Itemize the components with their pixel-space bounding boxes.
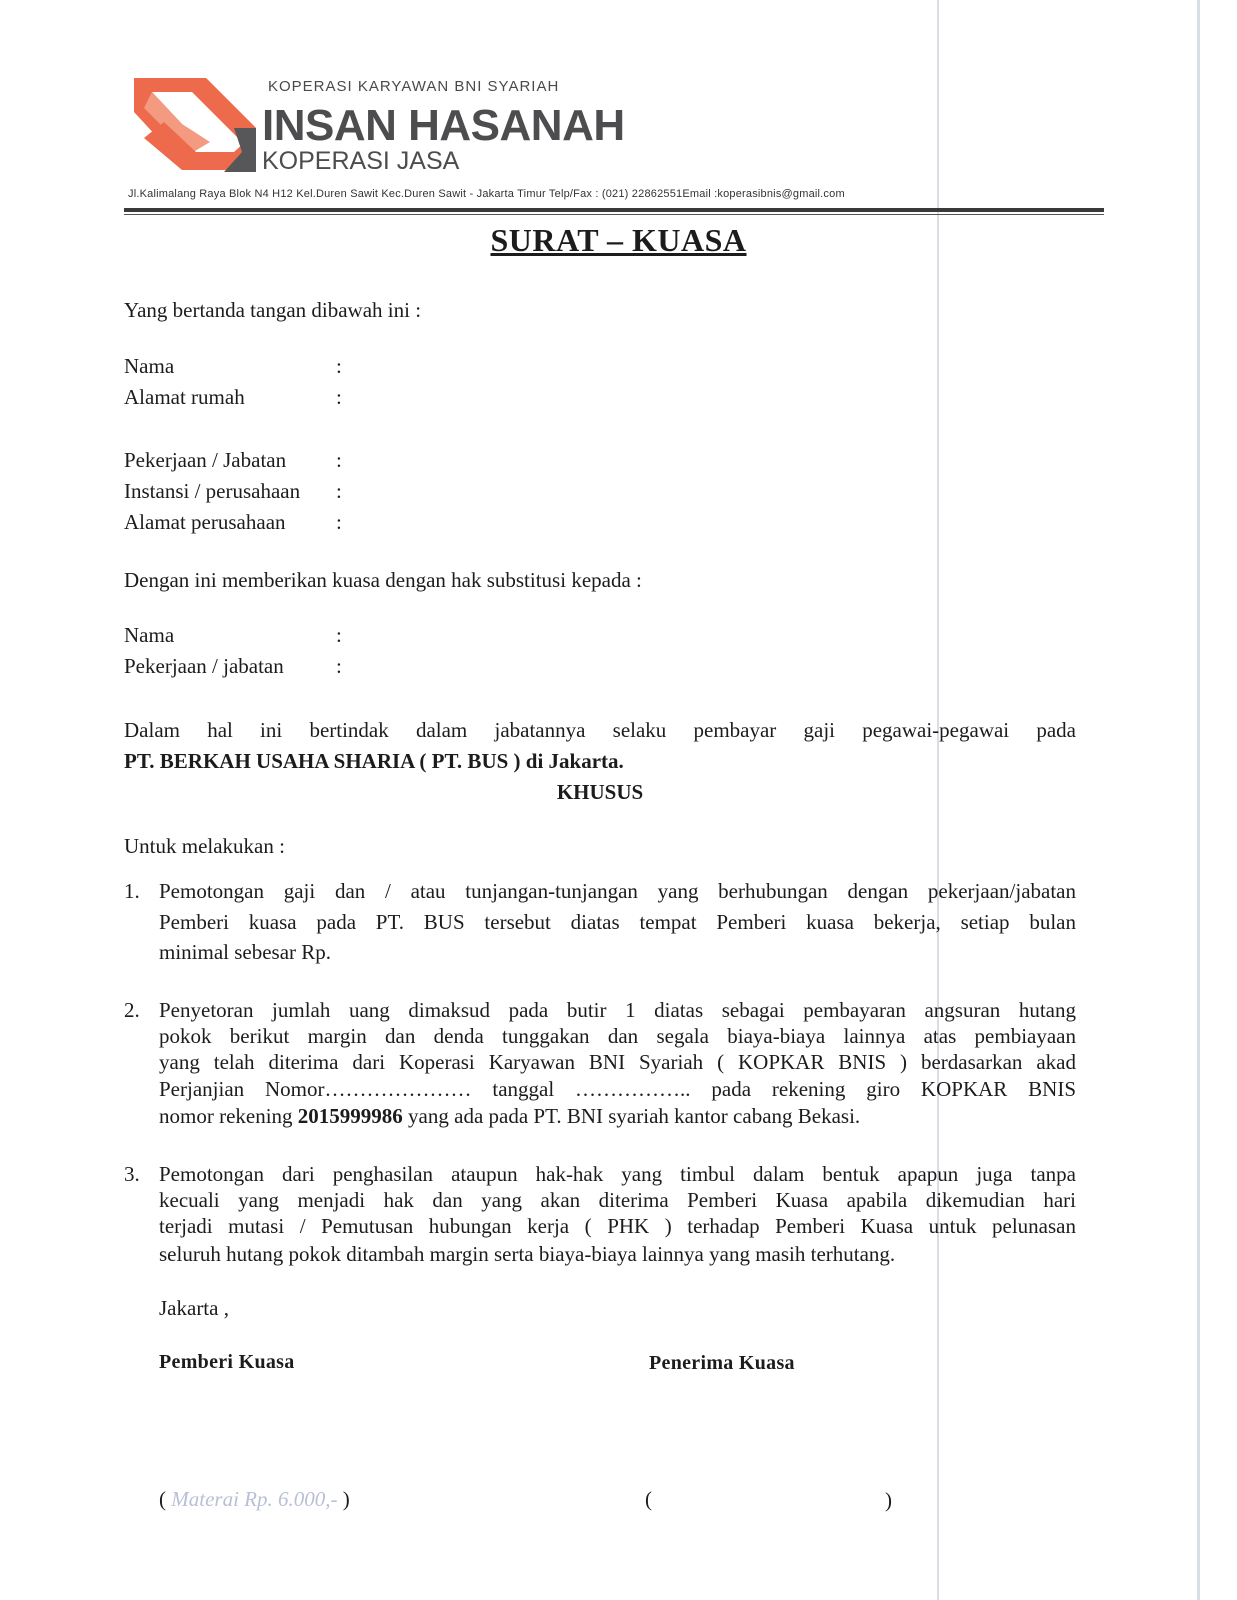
item-line: pokok berikut margin dan denda tunggakan dan segala biaya-biaya lainnya atas pembiayaan	[159, 1024, 1076, 1048]
field-separator: :	[336, 623, 342, 647]
grantee-signature-label: Penerima Kuasa	[649, 1352, 795, 1374]
cooperative-subtitle: KOPERASI JASA	[262, 147, 460, 175]
item-line: Perjanjian Nomor………………… tanggal …………….. pada rekening giro KOPKAR BNIS	[159, 1077, 1076, 1101]
cooperative-name: INSAN HASANAH	[262, 101, 625, 150]
field-label-nama: Nama	[124, 623, 175, 647]
grantor-signature-label: Pemberi Kuasa	[159, 1351, 295, 1373]
item-line: yang telah diterima dari Koperasi Karyawan BNI Syariah ( KOPKAR BNIS ) berdasarkan akad	[159, 1050, 1076, 1074]
close-paren: )	[342, 1487, 350, 1511]
document-title: SURAT – KUASA	[490, 222, 747, 258]
employer-name: PT. BERKAH USAHA SHARIA ( PT. BUS ) di Jakarta.	[124, 749, 624, 773]
grantee-open-paren: (	[645, 1487, 652, 1511]
purpose-intro: Untuk melakukan :	[124, 834, 285, 858]
item-number: 3.	[124, 1162, 140, 1186]
field-separator: :	[336, 354, 342, 378]
letterhead-rule	[124, 208, 1104, 212]
koperasi-logo	[134, 72, 258, 172]
item-line-account	[159, 1104, 860, 1129]
field-label-alamat-perusahaan: Alamat perusahaan	[124, 510, 286, 534]
item-line: seluruh hutang pokok ditambah margin serta biaya-biaya lainnya yang masih terhutang.	[159, 1242, 896, 1266]
item-number: 1.	[124, 879, 140, 903]
stamp-note: Materai Rp. 6.000,-	[171, 1487, 338, 1511]
field-label-pekerjaan: Pekerjaan / jabatan	[124, 654, 284, 678]
account-number: 2015999986	[297, 1104, 403, 1128]
item-line: Pemotongan gaji dan / atau tunjangan-tunjangan yang berhubungan dengan pekerjaan/jabatan	[159, 879, 1076, 903]
letterhead-address: Jl.Kalimalang Raya Blok N4 H12 Kel.Duren Sawit Kec.Duren Sawit - Jakarta Timur Telp/Fax : (021) 22862551Email :koperasibnis@gmail.com	[128, 188, 845, 200]
field-separator: :	[336, 510, 342, 534]
grantor-signature-line	[159, 1487, 350, 1512]
grantee-close-paren: )	[885, 1488, 892, 1512]
account-suffix: yang ada pada PT. BNI syariah kantor cabang Bekasi.	[402, 1104, 861, 1128]
capacity-text: Dalam hal ini bertindak dalam jabatannya selaku pembayar gaji pegawai-pegawai pada	[124, 718, 1076, 742]
field-label-pekerjaan: Pekerjaan / Jabatan	[124, 448, 287, 472]
intro-text: Yang bertanda tangan dibawah ini :	[124, 298, 422, 322]
account-prefix: nomor rekening	[159, 1104, 298, 1128]
field-separator: :	[336, 479, 342, 503]
item-line: Pemberi kuasa pada PT. BUS tersebut diatas tempat Pemberi kuasa bekerja, setiap bulan	[159, 910, 1076, 934]
item-line: minimal sebesar Rp.	[159, 940, 332, 964]
field-separator: :	[336, 654, 342, 678]
cooperative-line: KOPERASI KARYAWAN BNI SYARIAH	[268, 78, 560, 95]
item-line: kecuali yang menjadi hak dan yang akan diterima Pemberi Kuasa apabila dikemudian hari	[159, 1188, 1076, 1212]
letterhead-rule-thin	[124, 214, 1104, 215]
grant-statement: Dengan ini memberikan kuasa dengan hak substitusi kepada :	[124, 568, 642, 592]
field-separator: :	[336, 448, 342, 472]
item-line: Penyetoran jumlah uang dimaksud pada butir 1 diatas sebagai pembayaran angsuran hutang	[159, 998, 1076, 1022]
item-line: terjadi mutasi / Pemutusan hubungan kerja ( PHK ) terhadap Pemberi Kuasa untuk pelunasan	[159, 1214, 1076, 1238]
field-separator: :	[336, 385, 342, 409]
item-number: 2.	[124, 998, 140, 1022]
field-label-alamat-rumah: Alamat rumah	[124, 385, 245, 409]
open-paren: (	[159, 1487, 166, 1511]
field-label-nama: Nama	[124, 354, 175, 378]
item-line: Pemotongan dari penghasilan ataupun hak-hak yang timbul dalam bentuk apapun juga tanpa	[159, 1162, 1076, 1186]
place-date: Jakarta ,	[159, 1296, 229, 1320]
special-heading: KHUSUS	[556, 780, 644, 804]
field-label-instansi: Instansi / perusahaan	[124, 479, 301, 503]
